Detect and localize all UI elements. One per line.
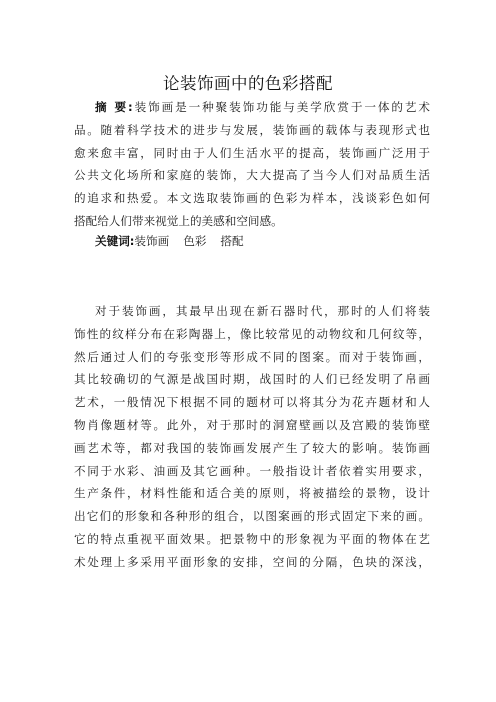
document-title: 论装饰画中的色彩搭配: [163, 74, 333, 93]
keyword-item: 装饰画: [134, 234, 170, 248]
abstract-line: 愈来愈丰富，同时由于人们生活水平的提高，装饰画广泛用于: [74, 145, 430, 160]
keyword-item: 搭配: [220, 234, 244, 248]
body-line: 生产条件，材料性能和适合美的原则，将被描绘的景物，设计: [74, 486, 430, 501]
abstract-line: 的追求和热爱。本文选取装饰画的色彩为样本，浅谈彩色如何: [74, 191, 430, 206]
abstract-line: [74, 96, 430, 119]
keywords-section: [74, 230, 430, 253]
body-line: 物肖像题材等。此外，对于那时的洞窟壁画以及宫殿的装饰壁: [74, 417, 430, 432]
body-line: 不同于水彩、油画及其它画种。一般指设计者依着实用要求，: [74, 463, 430, 478]
abstract-label: 摘 要:: [95, 100, 133, 114]
abstract-section: [74, 96, 430, 233]
abstract-text: 装饰画是一种聚装饰功能与美学欣赏于一体的艺术: [132, 100, 430, 114]
abstract-line: 公共文化场所和家庭的装饰，大大提高了当今人们对品质生活: [74, 168, 430, 183]
body-line: 然后通过人们的夸张变形等形成不同的图案。而对于装饰画，: [74, 349, 430, 364]
body-line: 其比较确切的气源是战国时期，战国时的人们已经发明了帛画: [74, 372, 430, 387]
abstract-line: 品。随着科学技术的进步与发展，装饰画的载体与表现形式也: [74, 122, 430, 137]
body-line: 出它们的形象和各种形的组合，以图案画的形式固定下来的画。: [74, 509, 430, 524]
keywords-line: [74, 230, 430, 253]
body-section: [74, 300, 430, 574]
keyword-item: 色彩: [183, 234, 207, 248]
body-line: 艺术，一般情况下根据不同的题材可以将其分为花卉题材和人: [74, 395, 430, 410]
abstract-line: 搭配给人们带来视觉上的美感和空间感。: [74, 213, 283, 228]
body-line: 对于装饰画，其最早出现在新石器时代，那时的人们将装: [95, 304, 430, 318]
body-line: 画艺术等，都对我国的装饰画发展产生了较大的影响。装饰画: [74, 440, 430, 455]
body-line: 饰性的纹样分布在彩陶器上，像比较常见的动物纹和几何纹等，: [74, 326, 430, 341]
keywords-label: 关键词:: [95, 234, 135, 248]
body-line: 它的特点重视平面效果。把景物中的形象视为平面的物体在艺: [74, 531, 430, 546]
body-line: 术处理上多采用平面形象的安排，空间的分隔，色块的深浅，: [74, 554, 430, 569]
